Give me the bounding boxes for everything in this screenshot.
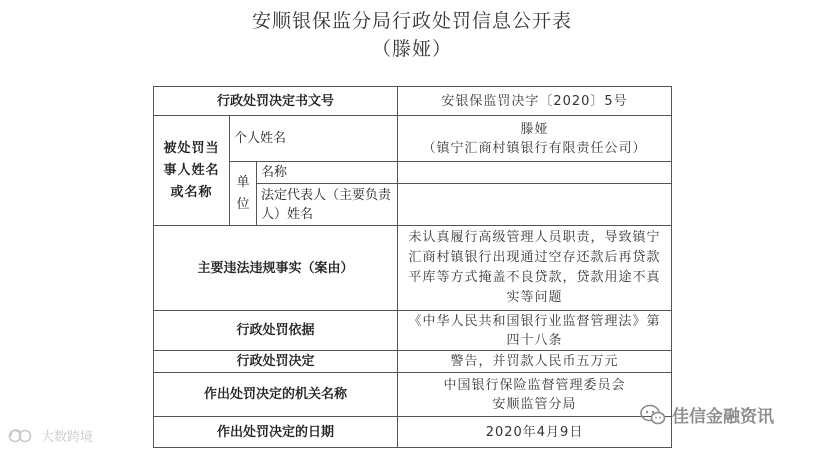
page-title: 安顺银保监分局行政处罚信息公开表 [251, 10, 572, 32]
legal-rep-label: 法定代表人（主要负责人）姓名 [257, 184, 398, 226]
table-row [154, 116, 672, 162]
table-row [154, 373, 672, 417]
table-row [154, 351, 672, 373]
individual-value [398, 116, 672, 162]
violation-label: 主要违法违规事实（案由） [154, 226, 398, 311]
unit-label: 单位 [230, 162, 257, 226]
watermark-left [8, 426, 93, 445]
wechat-icon [640, 404, 666, 426]
table-row [154, 226, 672, 311]
doc-number-label: 行政处罚决定书文号 [154, 87, 398, 116]
doc-number-value: 安银保监罚决字〔2020〕5号 [398, 87, 672, 116]
table-row [154, 311, 672, 351]
watermark-right-text: 佳信金融资讯 [672, 407, 774, 427]
watermark-left-text: 大数跨境 [41, 430, 94, 445]
party-label: 被处罚当事人姓名或名称 [154, 116, 230, 226]
unit-name-label: 名称 [257, 162, 398, 184]
decision-label: 行政处罚决定 [154, 351, 398, 373]
table-row [154, 87, 672, 116]
watermark-logo-icon [8, 427, 38, 445]
date-value: 2020年4月9日 [398, 417, 672, 448]
authority-value [398, 373, 672, 417]
watermark-right [640, 402, 774, 427]
decision-value: 警告，并罚款人民币五万元 [398, 351, 672, 373]
table-row [154, 417, 672, 448]
authority-branch: 安顺监管分局 [492, 396, 577, 412]
basis-label: 行政处罚依据 [154, 311, 398, 351]
penalty-info-table [153, 86, 672, 448]
individual-name: 滕娅 [520, 121, 549, 137]
authority-label: 作出处罚决定的机关名称 [154, 373, 398, 417]
individual-employer: （镇宁汇商村镇银行有限责任公司） [422, 140, 647, 156]
basis-value: 《中华人民共和国银行业监督管理法》第四十八条 [398, 311, 672, 351]
individual-label: 个人姓名 [230, 116, 398, 162]
violation-value: 未认真履行高级管理人员职责，导致镇宁汇商村镇银行出现通过空存还款后再贷款平库等方式掩盖不良贷款，贷款用途不真实等问题 [398, 226, 672, 311]
legal-rep-value [398, 184, 672, 226]
unit-name-value [398, 162, 672, 184]
page-subtitle: （滕娅） [371, 38, 452, 60]
date-label: 作出处罚决定的日期 [154, 417, 398, 448]
table-row [154, 162, 672, 184]
authority-name: 中国银行保险监督管理委员会 [443, 377, 626, 393]
